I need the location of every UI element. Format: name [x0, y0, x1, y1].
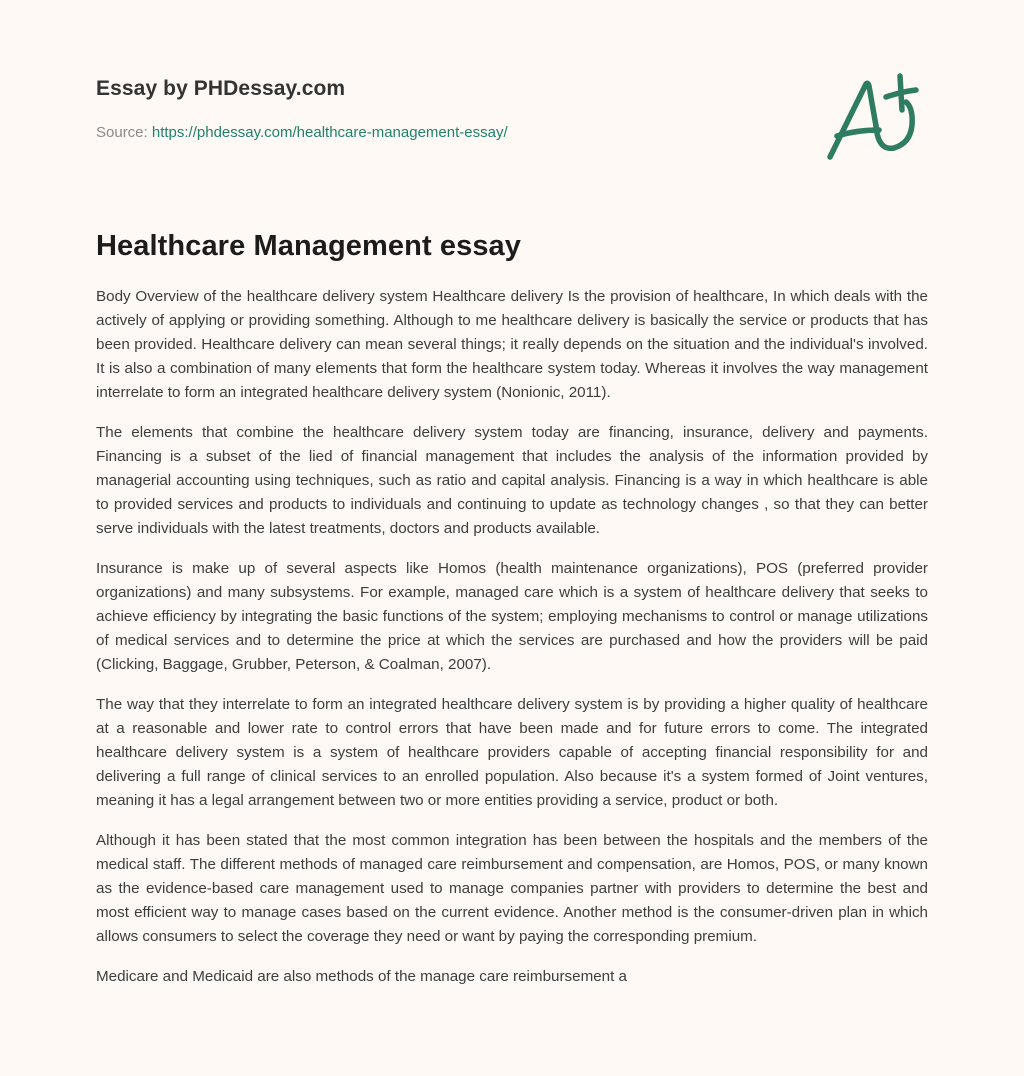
essay-paragraph: The way that they interrelate to form an integrated healthcare delivery system is by providing a higher quality of healthcare at a reasonable and lower rate to control errors that have been made and for future errors to come. The integrated healthcare delivery system is a system of healthcare providers capable of accepting financial responsibility for and delivering a full range of clinical services to an enrolled population. Also because it's a system formed of Joint ventures, meaning it has a legal arrangement between two or more entities providing a service, product or both. — [96, 696, 928, 809]
source-label: Source: — [96, 124, 152, 141]
source-link[interactable]: https://phdessay.com/healthcare-management-essay/ — [151, 124, 508, 141]
essay-paragraph: Medicare and Medicaid are also methods of the manage care reimbursement a — [96, 968, 627, 985]
page-header — [96, 74, 928, 143]
essay-paragraph: Body Overview of the healthcare delivery system Healthcare delivery Is the provision of healthcare, In which deals with the actively of applying or providing something. Although to me healthcare delivery is basically the service or products that has been provided. Healthcare delivery can mean several things; it really depends on the situation and the individual's involved. It is also a combination of many elements that form the healthcare system today. Whereas it involves the way management interrelate to form an integrated healthcare delivery system (Nonionic, 2011). — [96, 288, 928, 401]
a-plus-grade-icon — [822, 66, 932, 166]
essay-paragraph: Although it has been stated that the most common integration has been between the hospitals and the members of the medical staff. The different methods of managed care reimbursement and compensation, are Homos, POS, or many known as the evidence-based care management used to manage companies partner with providers to determine the best and most efficient way to manage cases based on the current evidence. Another method is the consumer-driven plan in which allows consumers to select the coverage they need or want by paying the corresponding premium. — [96, 832, 928, 945]
essay-title: Healthcare Management essay — [96, 230, 522, 262]
brand-title: Essay by PHDessay.com — [96, 77, 346, 100]
essay-body — [96, 285, 928, 1005]
essay-paragraph: Insurance is make up of several aspects like Homos (health maintenance organizations), POS (preferred provider organizations) and many subsystems. For example, managed care which is a system of healthcare delivery that seeks to achieve efficiency by integrating the basic functions of the system; employing mechanisms to control or manage utilizations of medical services and to determine the price at which the services are purchased and how the providers will be paid (Clicking, Baggage, Grubber, Peterson, & Coalman, 2007). — [96, 560, 928, 673]
essay-paragraph: The elements that combine the healthcare delivery system today are financing, insurance, delivery and payments. Financing is a subset of the lied of financial management that includes the analysis of the information provided by managerial accounting using techniques, such as ratio and capital analysis. Financing is a way in which healthcare is able to provided services and products to individuals and continuing to update as technology changes , so that they can better serve individuals with the latest treatments, doctors and products available. — [96, 424, 928, 537]
source-line — [96, 123, 928, 143]
